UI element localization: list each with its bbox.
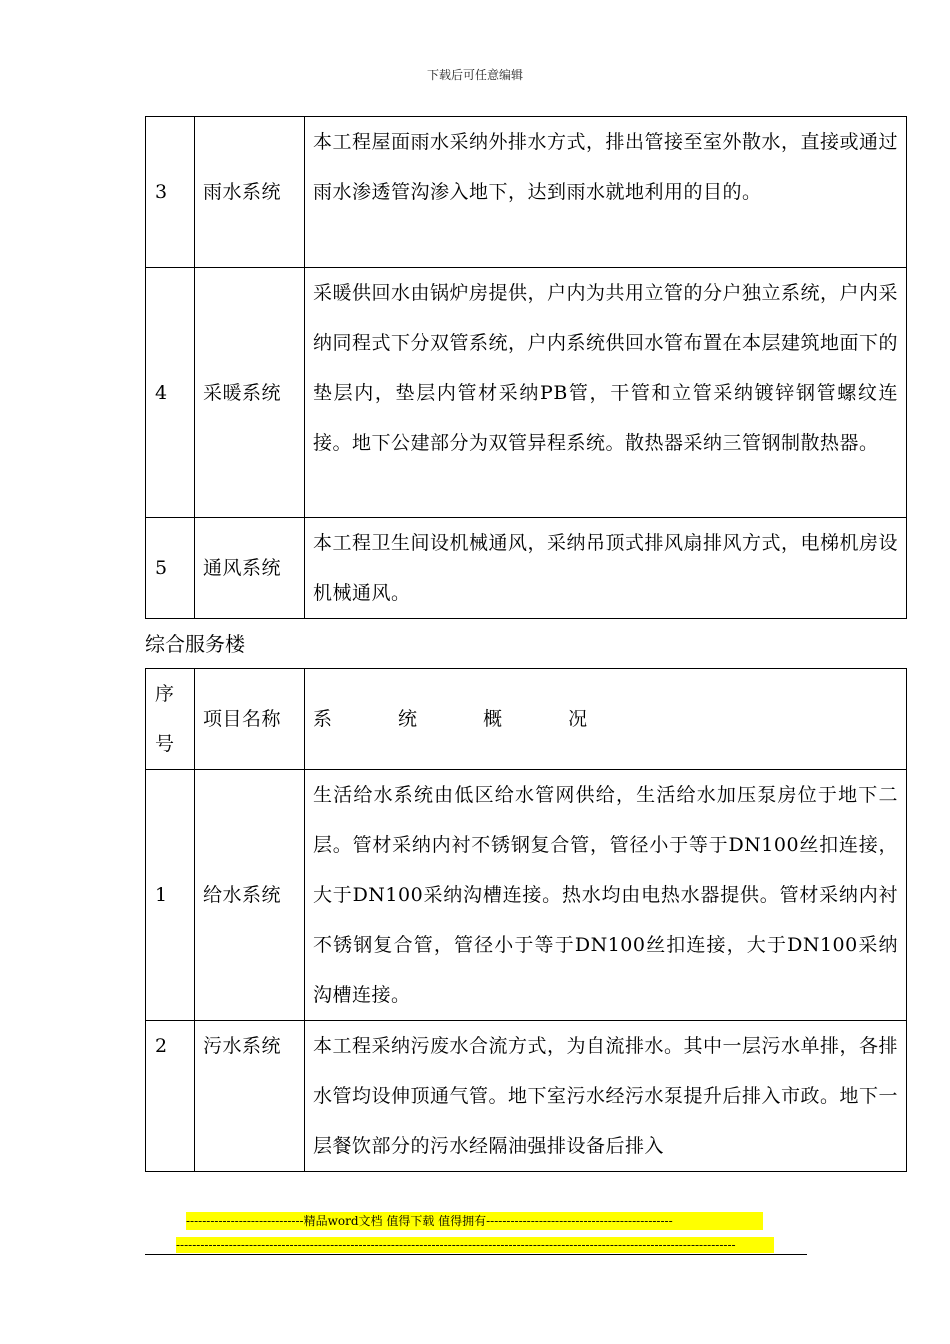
section-caption: 综合服务楼 [145,632,245,656]
footer-highlight-line: -----------------------------精品word文档 值得下载 值得拥有---------------------------------------------- [186,1212,763,1230]
row-number: 4 [146,268,195,518]
item-description: 本工程屋面雨水采纳外排水方式，排出管接至室外散水，直接或通过雨水渗透管沟渗入地下，达到雨水就地利用的目的。 [305,117,907,268]
table-header-row [146,669,907,770]
systems-table-continued [145,116,907,619]
item-name: 污水系统 [195,1021,305,1172]
footer-dash-line: ------------------------------------------------------------------------------------------------------------------------------------------ [176,1237,774,1253]
item-name: 雨水系统 [195,117,305,268]
item-description: 采暖供回水由锅炉房提供，户内为共用立管的分户独立系统，户内采纳同程式下分双管系统，户内系统供回水管布置在本层建筑地面下的垫层内，垫层内管材采纳PB管，干管和立管采纳镀锌钢管螺纹连接。地下公建部分为双管异程系统。散热器采纳三管钢制散热器。 [305,268,907,518]
row-number: 5 [146,518,195,619]
table-row [146,518,907,619]
item-description: 生活给水系统由低区给水管网供给，生活给水加压泵房位于地下二层。管材采纳内衬不锈钢复合管，管径小于等于DN100丝扣连接，大于DN100采纳沟槽连接。热水均由电热水器提供。管材采纳内衬不锈钢复合管，管径小于等于DN100丝扣连接，大于DN100采纳沟槽连接。 [305,770,907,1021]
item-description: 本工程采纳污废水合流方式，为自流排水。其中一层污水单排，各排水管均设伸顶通气管。地下室污水经污水泵提升后排入市政。地下一层餐饮部分的污水经隔油强排设备后排入 [305,1021,907,1172]
item-name: 采暖系统 [195,268,305,518]
row-number: 3 [146,117,195,268]
table-row [146,1021,907,1172]
table-row [146,268,907,518]
item-name: 给水系统 [195,770,305,1021]
header-number: 序号 [146,669,195,770]
table-row [146,117,907,268]
item-description: 本工程卫生间设机械通风，采纳吊顶式排风扇排风方式，电梯机房设机械通风。 [305,518,907,619]
page-header: 下载后可任意编辑 [426,68,523,82]
service-building-systems-table [145,668,907,1172]
row-number: 2 [146,1021,195,1172]
item-name: 通风系统 [195,518,305,619]
row-number: 1 [146,770,195,1021]
header-item-name: 项目名称 [195,669,305,770]
footer-divider [145,1254,807,1255]
table-row [146,770,907,1021]
header-system-overview: 系 统 概 况 [305,669,907,770]
